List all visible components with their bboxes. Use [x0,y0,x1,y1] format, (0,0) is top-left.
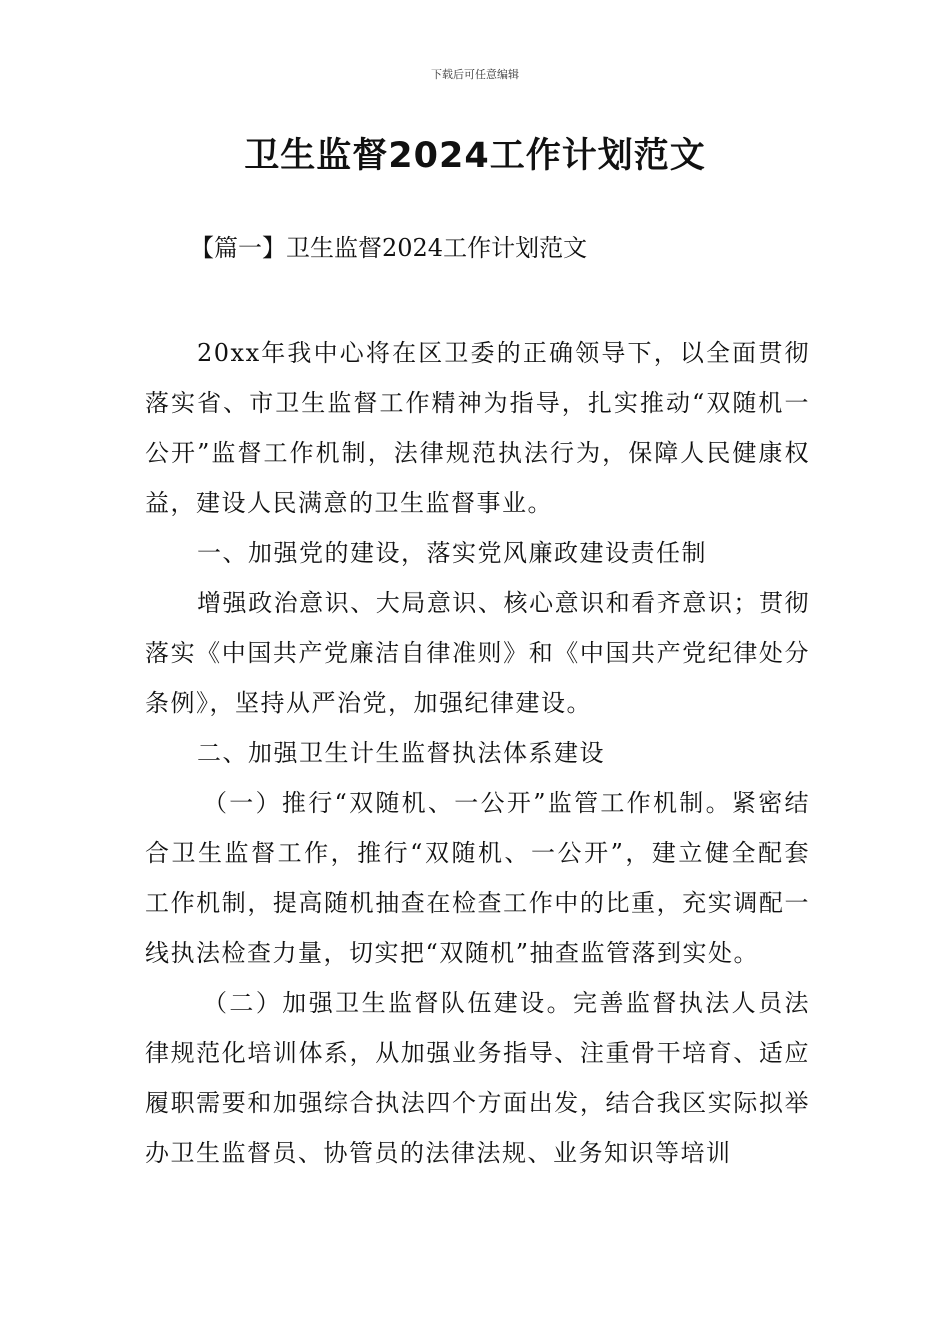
heading-supervision-system: 二、加强卫生计生监督执法体系建设 [197,739,605,767]
paragraph-party-building: 增强政治意识、大局意识、核心意识和看齐意识；贯彻落实《中国共产党廉洁自律准则》和《中国共产党纪律处分条例》，坚持从严治党，加强纪律建设。 [145,589,810,717]
paragraph-team-building: （二）加强卫生监督队伍建设。完善监督执法人员法律规范化培训体系，从加强业务指导、注重骨干培育、适应履职需要和加强综合执法四个方面出发，结合我区实际拟举办卫生监督员、协管员的法律法规、业务知识等培训 [145,989,810,1167]
section-heading: 【篇一】卫生监督2024工作计划范文 [190,234,588,262]
paragraph-double-random: （一）推行“双随机、一公开”监管工作机制。紧密结合卫生监督工作，推行“双随机、一公开”，建立健全配套工作机制，提高随机抽查在检查工作中的比重，充实调配一线执法检查力量，切实把“双随机”抽查监管落到实处。 [145,789,810,967]
header-note: 下载后可任意编辑 [431,68,519,81]
heading-party-building: 一、加强党的建设，落实党风廉政建设责任制 [197,539,707,567]
paragraph-intro: 20xx年我中心将在区卫委的正确领导下，以全面贯彻落实省、市卫生监督工作精神为指导，扎实推动“双随机一公开”监督工作机制，法律规范执法行为，保障人民健康权益，建设人民满意的卫生监督事业。 [145,339,810,517]
document-body [145,328,810,1178]
document-title: 卫生监督2024工作计划范文 [244,136,706,176]
